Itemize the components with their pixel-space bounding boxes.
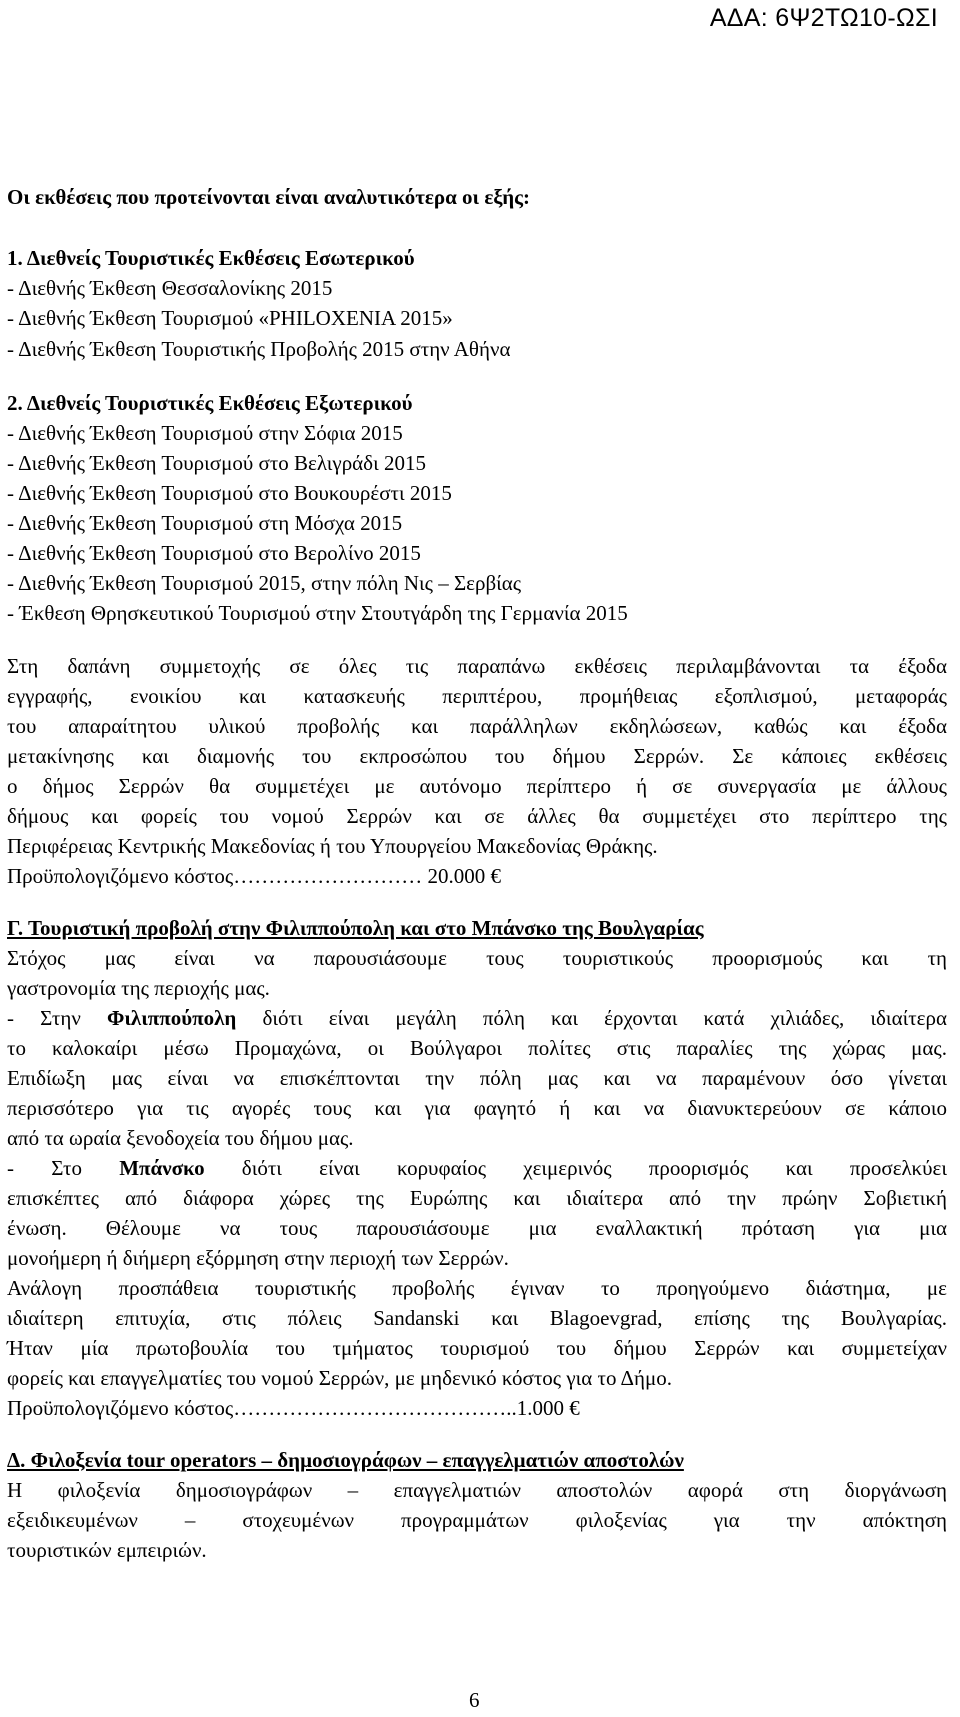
sectionG-title: Γ. Τουριστική προβολή στην Φιλιππούπολη και στο Μπάνσκο της Βουλγαρίας [7, 916, 704, 940]
cost-paragraph-line: μετακίνησης και διαμονής του εκπροσώπου του δήμου Σερρών. Σε κάποιες εκθέσεις [7, 744, 947, 768]
sectionD-line: εξειδικευμένων – στοχευμένων προγραμμάτων φιλοξενίας για την απόκτηση [7, 1508, 947, 1532]
sectionG-line: από τα ωραία ξενοδοχεία του δήμου μας. [7, 1126, 354, 1150]
list-item: - Διεθνής Έκθεση Τουριστικής Προβολής 2015 στην Αθήνα [7, 337, 511, 361]
sectionD-line: Η φιλοξενία δημοσιογράφων – επαγγελματιών αποστολών αφορά στη διοργάνωση [7, 1478, 947, 1502]
list-item: - Διεθνής Έκθεση Τουρισμού στο Βερολίνο 2015 [7, 541, 421, 565]
cost-paragraph-line: Περιφέρειας Κεντρικής Μακεδονίας ή του Υπουργείου Μακεδονίας Θράκης. [7, 834, 658, 858]
cost-paragraph-line: εγγραφής, ενοικίου και κατασκευής περιπτέρου, προμήθειας εξοπλισμού, μεταφοράς [7, 684, 947, 708]
ada-code: ΑΔΑ: 6Ψ2ΤΩ10-ΩΣΙ [709, 4, 938, 32]
section1-title: 1. Διεθνείς Τουριστικές Εκθέσεις Εσωτερικού [7, 246, 415, 270]
sectionG-line: μονοήμερη ή διήμερη εξόρμηση στην περιοχή των Σερρών. [7, 1246, 509, 1270]
sectionG-line: ιδιαίτερη επιτυχία, στις πόλεις Sandanski και Blagoevgrad, επίσης της Βουλγαρίας. [7, 1306, 947, 1330]
sectionD-title: Δ. Φιλοξενία tour operators – δημοσιογράφων – επαγγελματιών αποστολών [7, 1448, 684, 1472]
list-item: - Διεθνής Έκθεση Τουρισμού στο Βελιγράδι 2015 [7, 451, 426, 475]
list-item: - Διεθνής Έκθεση Τουρισμού στη Μόσχα 2015 [7, 511, 403, 535]
sectionG-line: Ήταν μία πρωτοβουλία του τμήματος τουρισμού του δήμου Σερρών και συμμετείχαν [7, 1336, 947, 1360]
page-number: 6 [469, 1688, 480, 1712]
section2-title: 2. Διεθνείς Τουριστικές Εκθέσεις Εξωτερικού [7, 391, 413, 415]
sectionG-line: Ανάλογη προσπάθεια τουριστικής προβολής έγιναν το προηγούμενο διάστημα, με [7, 1276, 947, 1300]
sectionG-line: το καλοκαίρι μέσω Προμαχώνα, οι Βούλγαροι πολίτες στις παραλίες της χώρας μας. [7, 1036, 947, 1060]
list-item: - Διεθνής Έκθεση Θεσσαλονίκης 2015 [7, 276, 333, 300]
sectionG-line: περισσότερο για τις αγορές τους και για φαγητό ή και να διανυκτερεύουν σε κάποιο [7, 1096, 947, 1120]
list-item: - Διεθνής Έκθεση Τουρισμού στην Σόφια 2015 [7, 421, 403, 445]
sectionG-line: επισκέπτες από διάφορα χώρες της Ευρώπης και ιδιαίτερα από την πρώην Σοβιετική [7, 1186, 947, 1210]
list-item: - Διεθνής Έκθεση Τουρισμού 2015, στην πόλη Νις – Σερβίας [7, 571, 522, 595]
budget-line: Προϋπολογιζόμενο κόστος…………………………………..1.000 € [7, 1396, 580, 1420]
cost-paragraph-line: του απαραίτητου υλικού προβολής και παράλληλων εκδηλώσεων, καθώς και έξοδα [7, 714, 947, 738]
cost-paragraph-line: δήμους και φορείς του νομού Σερρών και σε άλλες θα συμμετέχει στο περίπτερο της [7, 804, 947, 828]
sectionG-line: γαστρονομία της περιοχής μας. [7, 976, 270, 1000]
cost-paragraph-line: Στη δαπάνη συμμετοχής σε όλες τις παραπάνω εκθέσεις περιλαμβάνονται τα έξοδα [7, 654, 947, 678]
city-name: Μπάνσκο [119, 1156, 205, 1180]
list-item: - Έκθεση Θρησκευτικού Τουρισμού στην Στουτγάρδη της Γερμανία 2015 [7, 601, 628, 625]
budget-line: Προϋπολογιζόμενο κόστος……………………… 20.000 € [7, 864, 501, 888]
text-fragment: διότι είναι κορυφαίος χειμερινός προορισμός και προσελκύει [204, 1156, 947, 1180]
cost-paragraph-line: ο δήμος Σερρών θα συμμετέχει με αυτόνομο περίπτερο ή σε συνεργασία με άλλους [7, 774, 947, 798]
list-item: - Διεθνής Έκθεση Τουρισμού «PHILOXENIA 2015» [7, 306, 453, 330]
intro-heading: Οι εκθέσεις που προτείνονται είναι αναλυτικότερα οι εξής: [7, 185, 530, 209]
text-fragment: - Στην [7, 1006, 107, 1030]
text-fragment: - Στο [7, 1156, 120, 1180]
sectionG-line: ένωση. Θέλουμε να τους παρουσιάσουμε μια εναλλακτική πρόταση για μια [7, 1216, 947, 1240]
sectionD-line: τουριστικών εμπειριών. [7, 1538, 207, 1562]
city-name: Φιλιππούπολη [106, 1006, 237, 1030]
sectionG-line: Επιδίωξη μας είναι να επισκέπτονται την πόλη μας και να παραμένουν όσο γίνεται [7, 1066, 947, 1090]
sectionG-line [7, 1155, 947, 1181]
list-item: - Διεθνής Έκθεση Τουρισμού στο Βουκουρέστι 2015 [7, 481, 452, 505]
sectionG-line: Στόχος μας είναι να παρουσιάσουμε τους τουριστικούς προορισμούς και τη [7, 946, 947, 970]
sectionG-line [7, 1005, 947, 1031]
sectionG-line: φορείς και επαγγελματίες του νομού Σερρών, με μηδενικό κόστος για το Δήμο. [7, 1366, 673, 1390]
text-fragment: διότι είναι μεγάλη πόλη και έρχονται κατά χιλιάδες, ιδιαίτερα [236, 1006, 947, 1030]
